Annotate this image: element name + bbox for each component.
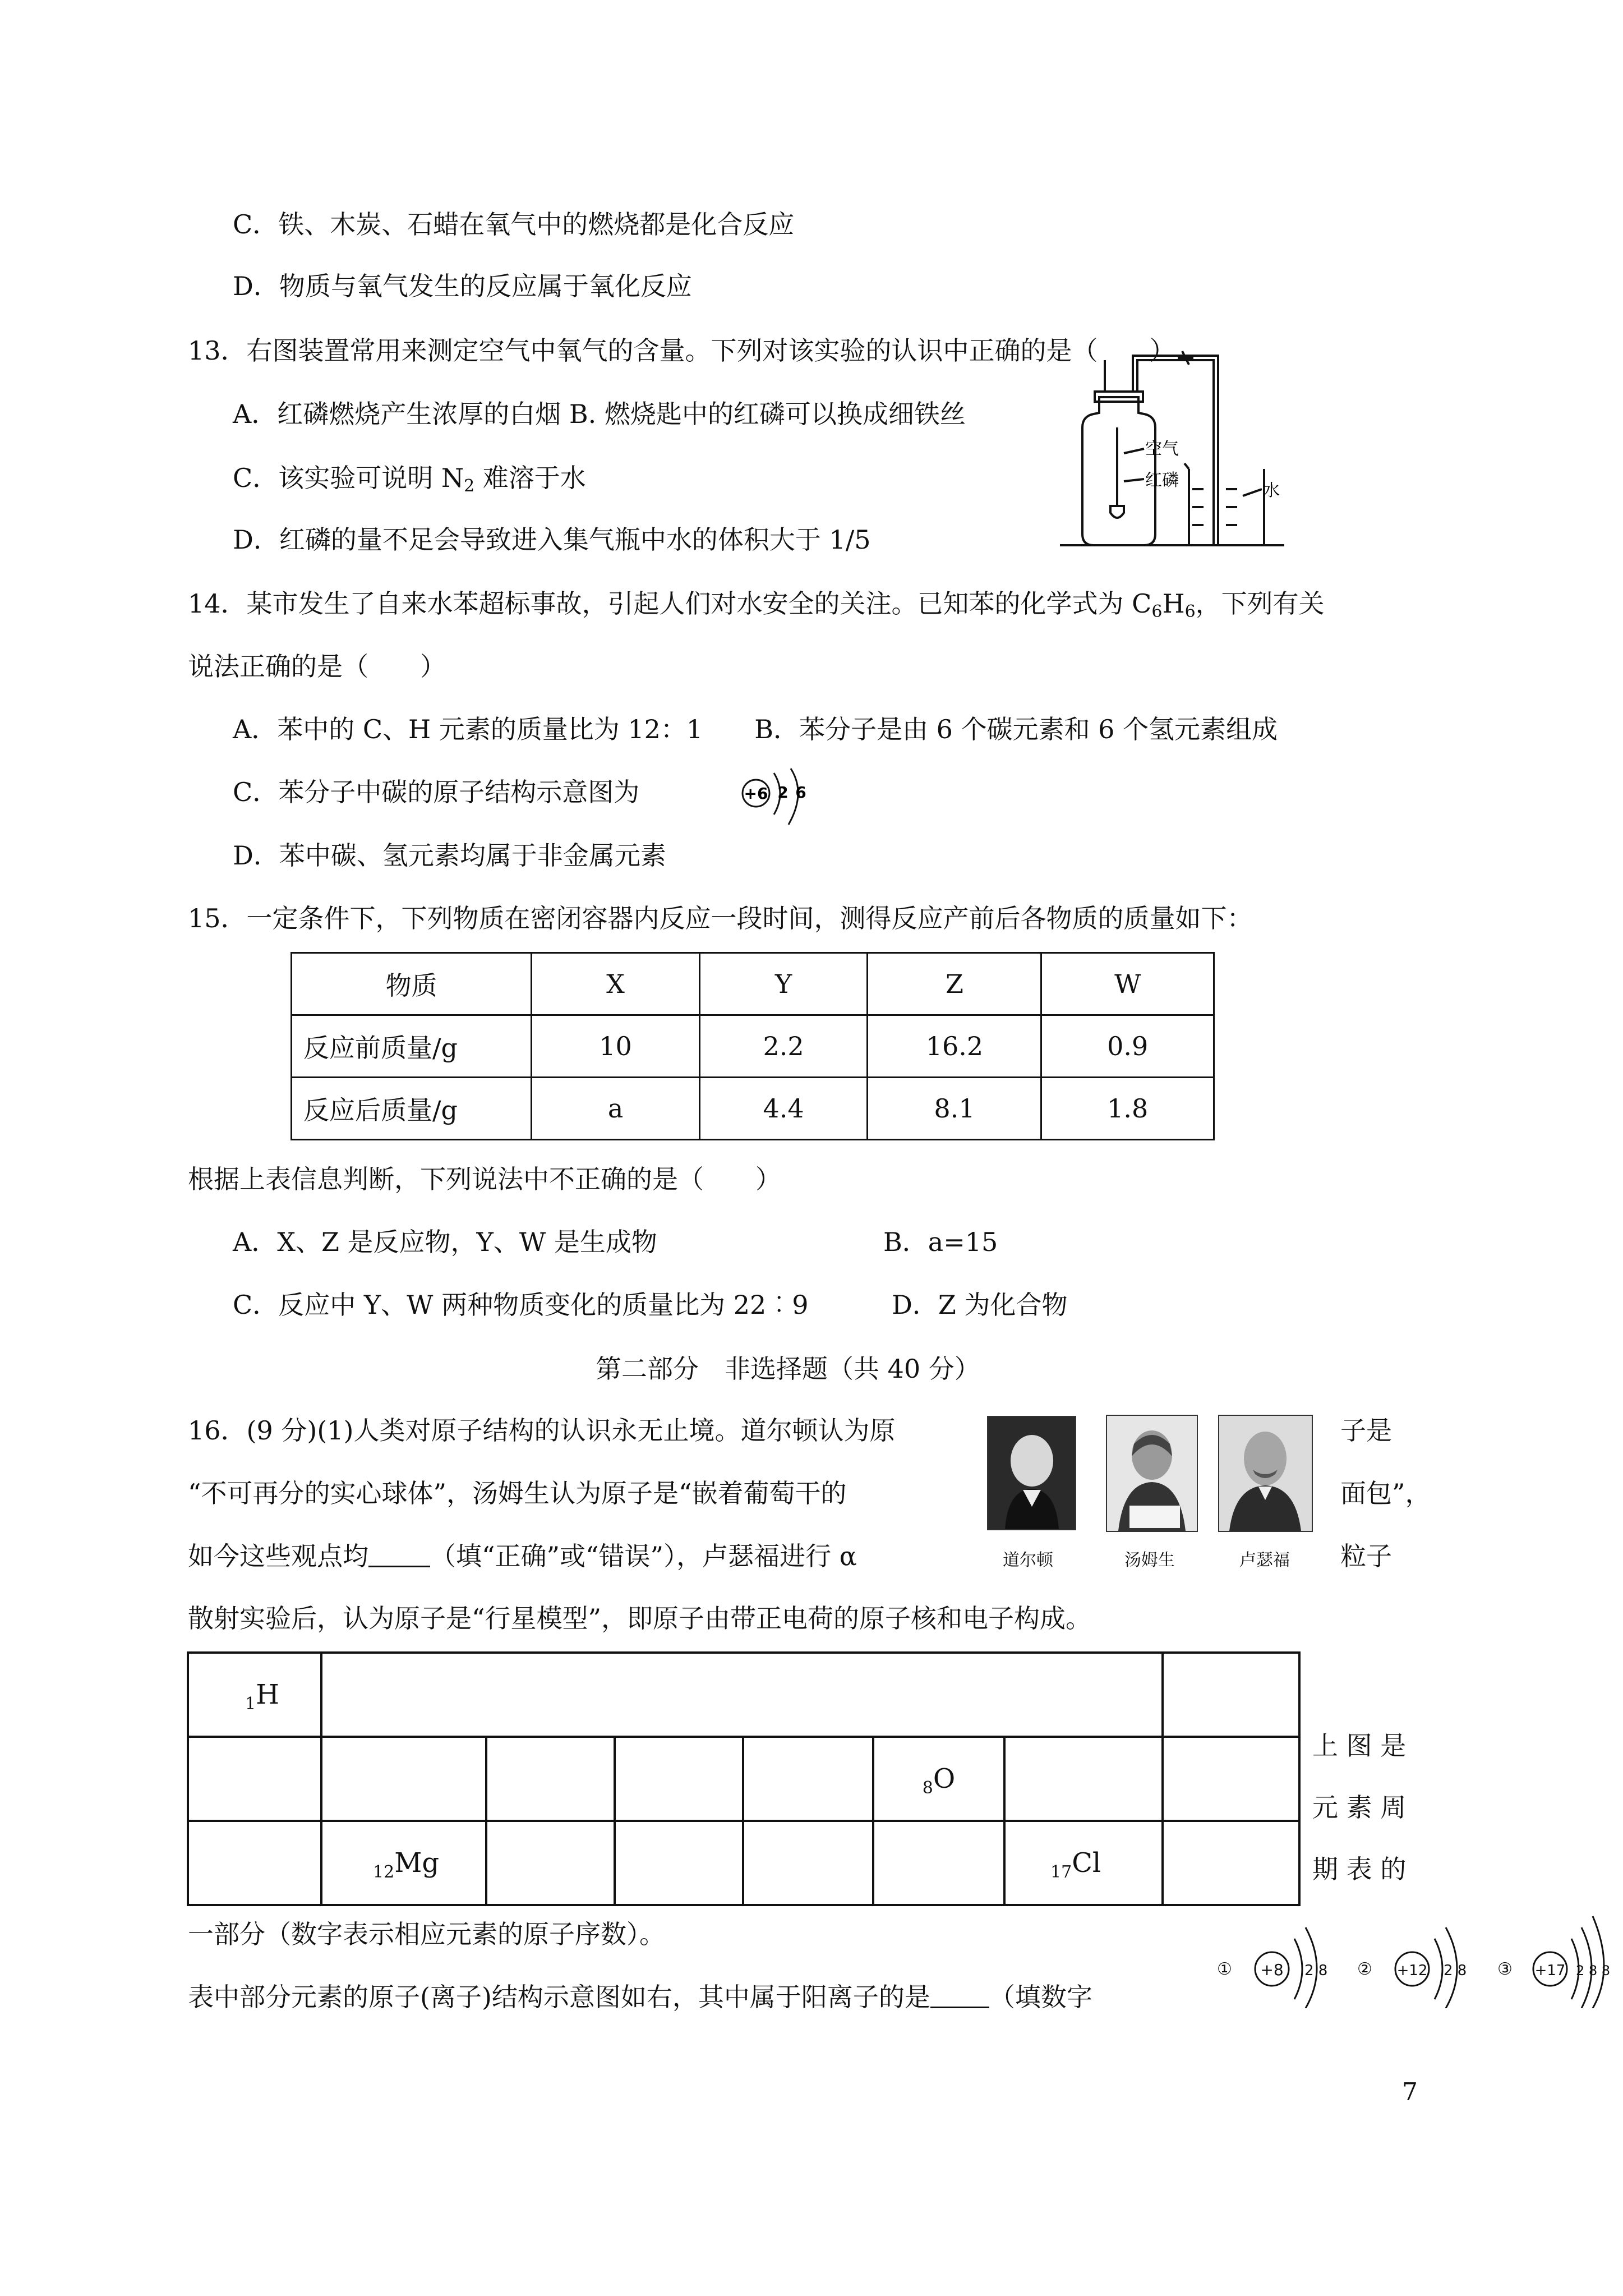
thomson-caption: 汤姆生 <box>1124 1550 1175 1570</box>
table-cell: 1.8 <box>1041 1078 1214 1140</box>
q12-option-c: C．铁、木炭、石蜡在氧气中的燃烧都是化合反应 <box>233 209 795 240</box>
table-cell <box>188 1653 321 1737</box>
table-cell: 10 <box>532 1015 699 1078</box>
section-heading: 第二部分 非选择题（共 40 分） <box>596 1354 980 1384</box>
table-cell <box>743 1737 873 1821</box>
q16-line3-right: 粒子 <box>1340 1541 1392 1571</box>
nucleus-charge: +6 <box>744 784 768 803</box>
element-mg: $_{12}$Mg <box>373 1847 440 1882</box>
q16-line1: 16．(9 分)(1)人类对原子结构的认识永无止境。道尔顿认为原 <box>188 1415 896 1446</box>
table-row <box>292 1078 1214 1140</box>
q14-stem-line1: 14．某市发生了自来水苯超标事故，引起人们对水安全的关注。已知苯的化学式为 $C_6H_6$，下列有关 <box>188 588 1325 622</box>
table-cell <box>321 1821 486 1905</box>
ion-1-nucleus: +8 <box>1260 1961 1284 1979</box>
q16-line2-right: 面包”， <box>1340 1478 1431 1508</box>
ion-2-label: ② <box>1357 1959 1372 1979</box>
ion-3-shells: 2 8 8 <box>1576 1963 1611 1978</box>
table-cell: a <box>532 1078 699 1140</box>
ion-3-label: ③ <box>1497 1959 1513 1979</box>
table-cell <box>1163 1737 1299 1821</box>
mass-data-table <box>291 952 1215 1140</box>
table-cell <box>188 1821 321 1905</box>
q15-option-a: A．X、Z 是反应物，Y、W 是生成物 <box>233 1227 657 1257</box>
table-cell <box>321 1737 486 1821</box>
answer-blank[interactable] <box>930 1984 989 2008</box>
table-cell: 8.1 <box>868 1078 1041 1140</box>
q16-line1-right: 子是 <box>1340 1415 1392 1446</box>
table-cell: X <box>532 953 699 1015</box>
q15-option-b: B．a=15 <box>883 1227 998 1257</box>
table-cell <box>486 1737 615 1821</box>
shell-1-count: 2 <box>777 783 789 802</box>
q16-line5: 一部分（数字表示相应元素的原子序数）。 <box>188 1919 665 1949</box>
ion-1-shells: 2 8 <box>1304 1962 1328 1979</box>
page-number: 7 <box>1402 2078 1418 2106</box>
table-cell <box>615 1737 743 1821</box>
q13-stem: 13．右图装置常用来测定空气中氧气的含量。下列对该实验的认识中正确的是（ ） <box>188 335 1175 366</box>
table-cell <box>873 1737 1004 1821</box>
table-row <box>188 1737 1299 1821</box>
q15-stem: 15．一定条件下，下列物质在密闭容器内反应一段时间，测得反应产前后各物质的质量如下： <box>188 903 1253 933</box>
q14-stem-line2: 说法正确的是（ ） <box>188 651 446 682</box>
table-cell <box>321 1653 1163 1737</box>
table-row <box>292 1015 1214 1078</box>
thomson-portrait-image <box>1106 1415 1198 1532</box>
element-cl: $_{17}$Cl <box>1050 1847 1101 1882</box>
ion-2-shells: 2 8 <box>1444 1962 1467 1979</box>
table-cell: 物质 <box>292 953 532 1015</box>
element-h: $_1$H <box>245 1679 279 1714</box>
side-text-2: 元 素 周 <box>1312 1792 1407 1823</box>
ion-structure-diagrams <box>1211 1896 1615 2008</box>
table-cell <box>1004 1737 1163 1821</box>
periodic-table-fragment <box>187 1651 1301 1906</box>
table-cell <box>188 1737 321 1821</box>
carbon-atom-structure-diagram <box>735 763 824 836</box>
table-cell: W <box>1041 953 1214 1015</box>
q12-option-d: D．物质与氧气发生的反应属于氧化反应 <box>233 271 692 301</box>
table-row <box>188 1653 1299 1737</box>
red-phosphorus-label: 红磷 <box>1145 471 1179 490</box>
table-cell <box>486 1821 615 1905</box>
ion-3-nucleus: +17 <box>1534 1962 1566 1979</box>
shell-2-count: 6 <box>795 783 806 802</box>
water-label: 水 <box>1263 481 1280 500</box>
q14-option-c: C．苯分子中碳的原子结构示意图为 <box>233 777 640 807</box>
q14-option-d: D．苯中碳、氢元素均属于非金属元素 <box>233 840 666 871</box>
rutherford-portrait-image <box>1218 1415 1313 1532</box>
air-oxygen-apparatus-figure <box>1060 349 1295 551</box>
air-label: 空气 <box>1145 439 1179 459</box>
table-cell <box>1163 1821 1299 1905</box>
table-cell: 0.9 <box>1041 1015 1214 1078</box>
q13-option-a: A．红磷燃烧产生浓厚的白烟 B. 燃烧匙中的红磷可以换成细铁丝 <box>233 399 966 429</box>
table-cell <box>873 1821 1004 1905</box>
q16-line3: 如今这些观点均 （填“正确”或“错误”），卢瑟福进行 α <box>188 1541 857 1571</box>
table-row <box>188 1821 1299 1905</box>
table-cell <box>615 1821 743 1905</box>
table-cell: 反应前质量/g <box>292 1015 532 1078</box>
q15-option-c: C．反应中 Y、W 两种物质变化的质量比为 22︰9 <box>233 1290 809 1320</box>
table-cell: 2.2 <box>699 1015 868 1078</box>
element-o: $_8$O <box>922 1763 956 1798</box>
q14-option-ab: A．苯中的 C、H 元素的质量比为 12：1 B．苯分子是由 6 个碳元素和 6 个氢元素组成 <box>233 714 1278 744</box>
table-header-row <box>292 953 1214 1015</box>
table-cell: Z <box>868 953 1041 1015</box>
table-cell <box>1004 1821 1163 1905</box>
q13-option-d: D．红磷的量不足会导致进入集气瓶中水的体积大于 1/5 <box>233 524 871 555</box>
ion-2-nucleus: +12 <box>1396 1962 1428 1979</box>
q16-line6: 表中部分元素的原子(离子)结构示意图如右，其中属于阳离子的是 （填数字 <box>188 1982 1092 2012</box>
rutherford-caption: 卢瑟福 <box>1239 1550 1290 1570</box>
table-cell: 16.2 <box>868 1015 1041 1078</box>
table-cell: 反应后质量/g <box>292 1078 532 1140</box>
table-cell <box>1163 1653 1299 1737</box>
table-cell: Y <box>699 953 868 1015</box>
q16-line4: 散射实验后，认为原子是“行星模型”，即原子由带正电荷的原子核和电子构成。 <box>188 1603 1092 1634</box>
answer-blank[interactable] <box>368 1543 430 1567</box>
q16-line2: “不可再分的实心球体”，汤姆生认为原子是“嵌着葡萄干的 <box>188 1478 847 1508</box>
table-cell: 4.4 <box>699 1078 868 1140</box>
table-cell <box>743 1821 873 1905</box>
q15-option-d: D．Z 为化合物 <box>892 1290 1068 1320</box>
dalton-portrait-image <box>987 1416 1076 1530</box>
q13-option-c: C．该实验可说明 $N_2$ 难溶于水 <box>233 463 586 496</box>
side-text-3: 期 表 的 <box>1312 1854 1407 1884</box>
side-text-1: 上 图 是 <box>1312 1731 1407 1761</box>
q15-question: 根据上表信息判断，下列说法中不正确的是（ ） <box>188 1164 781 1194</box>
dalton-caption: 道尔顿 <box>1003 1550 1053 1570</box>
ion-1-label: ① <box>1217 1959 1232 1979</box>
